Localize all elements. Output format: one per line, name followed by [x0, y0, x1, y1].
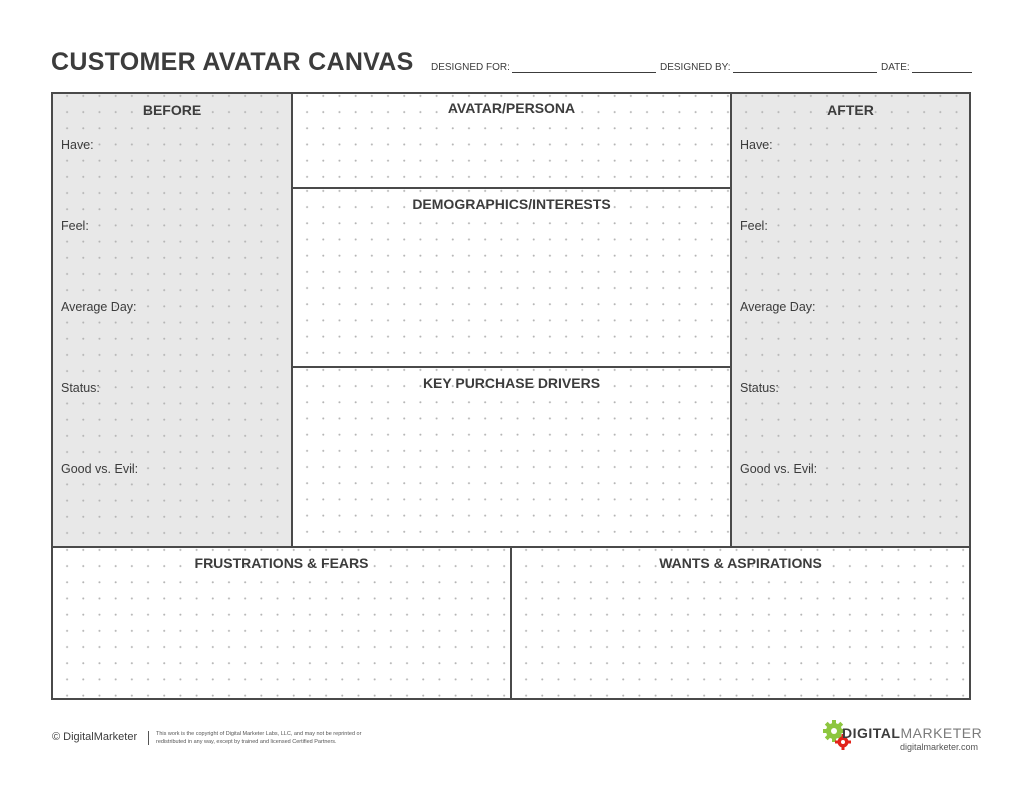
before-feel-label: Feel:	[61, 219, 89, 233]
after-feel-label: Feel:	[740, 219, 768, 233]
demographics-header: DEMOGRAPHICS/INTERESTS	[412, 196, 611, 212]
footer-copyright: © DigitalMarketer	[52, 731, 138, 743]
date-field[interactable]	[881, 62, 972, 73]
logo-light: MARKETER	[900, 725, 983, 741]
logo-wordmark	[842, 725, 982, 741]
designed-for-line	[512, 63, 656, 73]
after-have-label: Have:	[740, 138, 773, 152]
key-purchase-drivers-header: KEY PURCHASE DRIVERS	[422, 375, 601, 391]
designed-for-field[interactable]	[431, 62, 656, 73]
wants-aspirations-header: WANTS & ASPIRATIONS	[659, 555, 822, 571]
before-header: BEFORE	[142, 102, 202, 118]
designed-by-field[interactable]	[660, 62, 877, 73]
page-title: CUSTOMER AVATAR CANVAS	[51, 48, 414, 76]
footer-legal-note: This work is the copyright of Digital Marketer Labs, LLC, and may not be reprinted or redistributed in any way, except by trained and licensed Certified Partners.	[156, 731, 362, 745]
after-panel[interactable]	[730, 92, 971, 548]
avatar-persona-panel[interactable]	[291, 92, 732, 189]
after-header: AFTER	[827, 102, 874, 118]
avatar-persona-header: AVATAR/PERSONA	[447, 100, 576, 116]
after-average-day-label: Average Day:	[740, 300, 816, 314]
before-good-vs-evil-label: Good vs. Evil:	[61, 462, 139, 476]
key-purchase-drivers-panel[interactable]	[291, 366, 732, 548]
footer-divider	[148, 731, 149, 745]
before-status-label: Status:	[61, 381, 100, 395]
logo-url[interactable]: digitalmarketer.com	[900, 742, 979, 752]
digitalmarketer-logo[interactable]	[822, 718, 982, 758]
after-status-label: Status:	[740, 381, 779, 395]
frustrations-fears-header: FRUSTRATIONS & FEARS	[194, 555, 369, 571]
before-have-label: Have:	[61, 138, 94, 152]
designed-by-line	[733, 63, 877, 73]
designed-for-label: DESIGNED FOR:	[431, 62, 510, 73]
wants-aspirations-panel[interactable]	[510, 546, 971, 700]
after-good-vs-evil-label: Good vs. Evil:	[740, 462, 818, 476]
frustrations-fears-panel[interactable]	[51, 546, 512, 700]
date-label: DATE:	[881, 62, 910, 73]
logo-bold: DIGITAL	[842, 725, 901, 741]
before-average-day-label: Average Day:	[61, 300, 137, 314]
date-line	[912, 63, 972, 73]
before-panel[interactable]	[51, 92, 293, 548]
demographics-panel[interactable]	[291, 187, 732, 368]
designed-by-label: DESIGNED BY:	[660, 62, 731, 73]
